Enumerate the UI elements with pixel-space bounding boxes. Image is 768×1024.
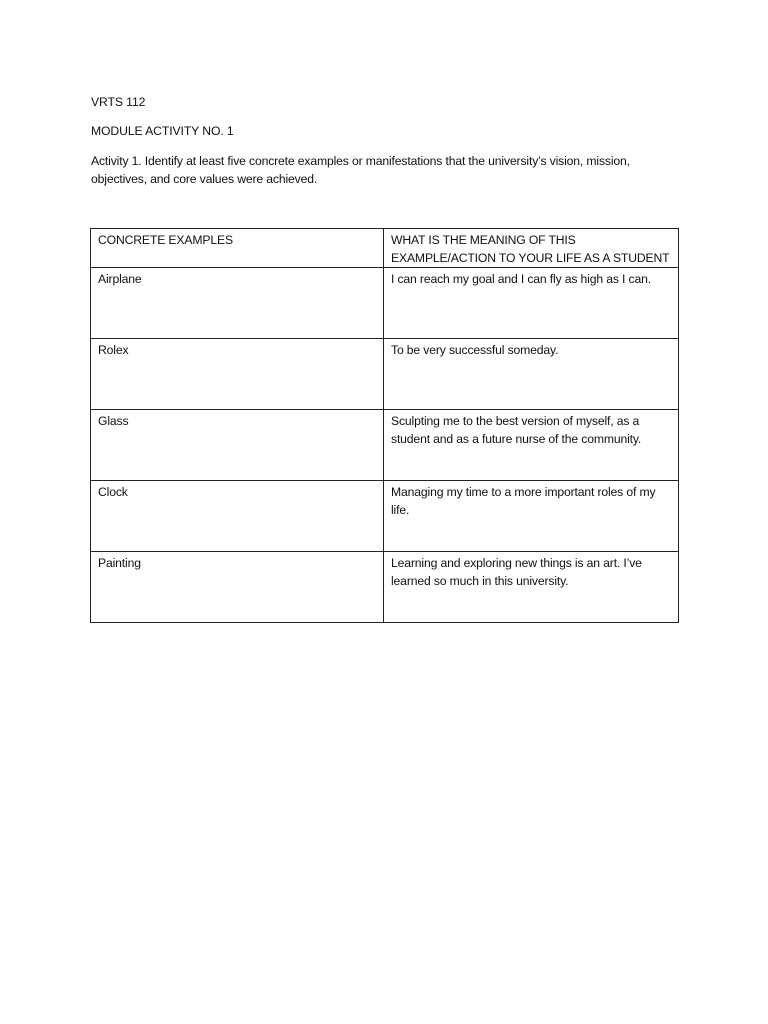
table-header-row <box>91 229 679 268</box>
meaning-cell: Learning and exploring new things is an art. I’ve learned so much in this university. <box>384 552 679 623</box>
meaning-cell: I can reach my goal and I can fly as high as I can. <box>384 268 679 339</box>
meaning-cell: Managing my time to a more important roles of my life. <box>384 481 679 552</box>
table-row <box>91 268 679 339</box>
activity-instructions <box>91 152 686 188</box>
meaning-cell: To be very successful someday. <box>384 339 679 410</box>
example-cell: Clock <box>91 481 384 552</box>
example-cell: Painting <box>91 552 384 623</box>
header-meaning-line: WHAT IS THE MEANING OF THIS <box>391 233 576 247</box>
table-row <box>91 410 679 481</box>
header-meaning-line: EXAMPLE/ACTION TO YOUR LIFE AS A STUDENT <box>391 251 670 265</box>
example-cell: Glass <box>91 410 384 481</box>
meaning-cell: Sculpting me to the best version of myself, as a student and as a future nurse of the community. <box>384 410 679 481</box>
table-row <box>91 481 679 552</box>
course-code: VRTS 112 <box>91 95 146 109</box>
instructions-line: Activity 1. Identify at least five concrete examples or manifestations that the university’s vision, mission, <box>91 154 630 168</box>
instructions-line: objectives, and core values were achieved. <box>91 172 318 186</box>
header-meaning <box>384 229 679 268</box>
module-title: MODULE ACTIVITY NO. 1 <box>91 124 234 138</box>
table-row <box>91 552 679 623</box>
activity-table <box>90 228 679 623</box>
example-cell: Rolex <box>91 339 384 410</box>
header-concrete-examples: CONCRETE EXAMPLES <box>91 229 384 268</box>
table-row <box>91 339 679 410</box>
example-cell: Airplane <box>91 268 384 339</box>
